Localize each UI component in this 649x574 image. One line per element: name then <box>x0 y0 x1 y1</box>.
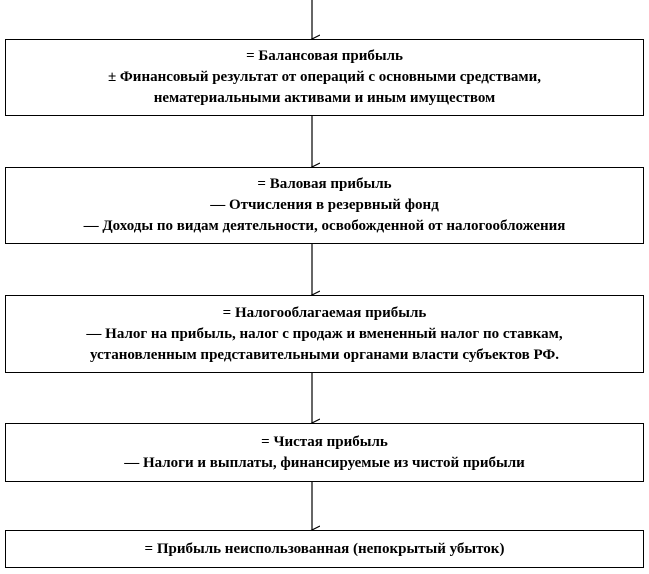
balance-profit-box <box>5 39 644 116</box>
balance-profit-title: = Балансовая прибыль <box>246 48 403 64</box>
net-profit-payments-line: — Налоги и выплаты, финансируемые из чистой прибыли <box>124 454 525 471</box>
gross-profit-box <box>5 167 644 244</box>
taxable-profit-title: = Налогооблагаемая прибыль <box>222 304 427 321</box>
asset-operations-result-line: ± Финансовый результат от операций с основными средствами, <box>107 69 542 85</box>
net-profit-box <box>5 423 644 482</box>
retained-profit-title: = Прибыль неиспользованная (непокрытый убыток) <box>144 540 505 557</box>
reserve-fund-deduction-line: — Отчисления в резервный фонд <box>210 197 439 213</box>
asset-operations-result-line-cont: нематериальными активами и иным имуществом <box>153 90 496 106</box>
gross-profit-title: = Валовая прибыль <box>257 176 392 192</box>
tax-exempt-income-line: — Доходы по видам деятельности, освобожденной от налогообложения <box>83 218 566 234</box>
profit-tax-line: — Налог на прибыль, налог с продаж и вмененный налог по ставкам, <box>86 325 563 342</box>
retained-profit-box <box>5 530 644 568</box>
taxable-profit-box <box>5 295 644 373</box>
net-profit-title: = Чистая прибыль <box>261 433 388 450</box>
profit-tax-line-cont: установленным представительными органами власти субъектов РФ. <box>89 346 560 363</box>
